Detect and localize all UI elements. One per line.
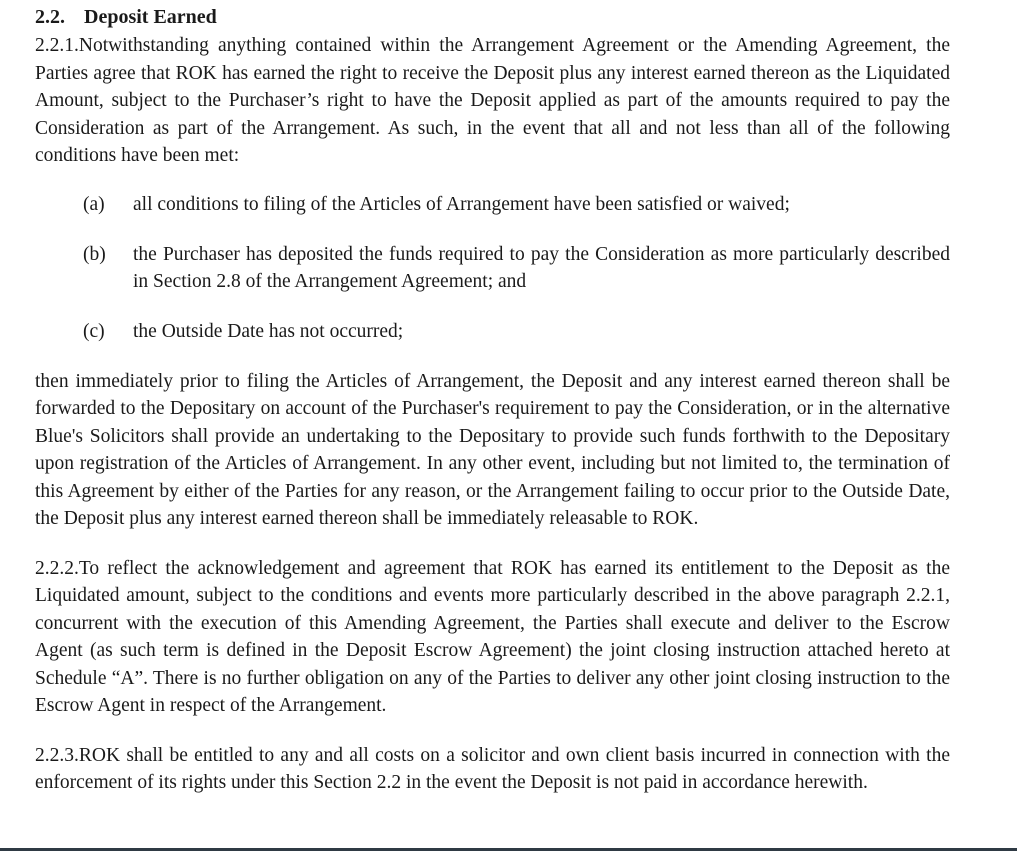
paragraph-then: then immediately prior to filing the Articles of Arrangement, the Deposit and any interest earned thereon shall be forwarded to the Depositary on account of the Purchaser's requirement to pay the Consideration, or in the alternative Blue's Solicitors shall provide an undertaking to the Depositary to provide such funds forthwith to the Depositary upon registration of the Articles of Arrangement. In any other event, including but not limited to, the termination of this Agreement by either of the Parties for any reason, or the Arrangement failing to occur prior to the Outside Date, the Deposit plus any interest earned thereon shall be immediately releasable to ROK. — [35, 370, 950, 529]
list-item-label: (a) — [83, 193, 105, 215]
list-item-text: the Outside Date has not occurred; — [133, 320, 404, 342]
list-item — [83, 191, 950, 218]
list-item-label: (b) — [83, 243, 106, 265]
paragraph-number: 2.2.1. — [35, 35, 79, 56]
paragraph-text: Notwithstanding anything contained within the Arrangement Agreement or the Amending Agreement, the Parties agree that ROK has earned the right to receive the Deposit plus any interest earned thereon as the Liquidated Amount, subject to the Purchaser’s right to have the Deposit applied as part of the amounts required to pay the Consideration as part of the Arrangement. As such, in the event that all and not less than all of the following conditions have been met: — [35, 35, 950, 166]
list-item-text: all conditions to filing of the Articles of Arrangement have been satisfied or waived; — [133, 193, 790, 215]
list-item-text: the Purchaser has deposited the funds required to pay the Consideration as more particularly described in Section 2.8 of the Arrangement Agreement; and — [133, 243, 950, 292]
section-number: 2.2. — [35, 6, 65, 28]
section-title: Deposit Earned — [84, 6, 217, 28]
document-page — [35, 4, 950, 797]
section-heading — [35, 4, 950, 31]
paragraph-2-2-1 — [35, 32, 950, 170]
list-item — [83, 241, 950, 295]
paragraph-number: 2.2.3. — [35, 744, 79, 766]
paragraph-text: To reflect the acknowledgement and agreement that ROK has earned its entitlement to the Deposit as the Liquidated amount, subject to the conditions and events more particularly described in the above paragraph 2.2.1, concurrent with the execution of this Amending Agreement, the Parties shall execute and deliver to the Escrow Agent (as such term is defined in the Deposit Escrow Agreement) the joint closing instruction attached hereto at Schedule “A”. There is no further obligation on any of the Parties to deliver any other joint closing instruction to the Escrow Agent in respect of the Arrangement. — [35, 557, 950, 716]
paragraph-2-2-2 — [35, 555, 950, 720]
list-item — [83, 318, 950, 345]
list-item-label: (c) — [83, 320, 105, 342]
paragraph-2-2-3 — [35, 742, 950, 797]
conditions-list — [35, 191, 950, 345]
paragraph-text: ROK shall be entitled to any and all costs on a solicitor and own client basis incurred in connection with the enforcement of its rights under this Section 2.2 in the event the Deposit is not paid in accordance herewith. — [35, 744, 950, 793]
paragraph-number: 2.2.2. — [35, 557, 79, 579]
